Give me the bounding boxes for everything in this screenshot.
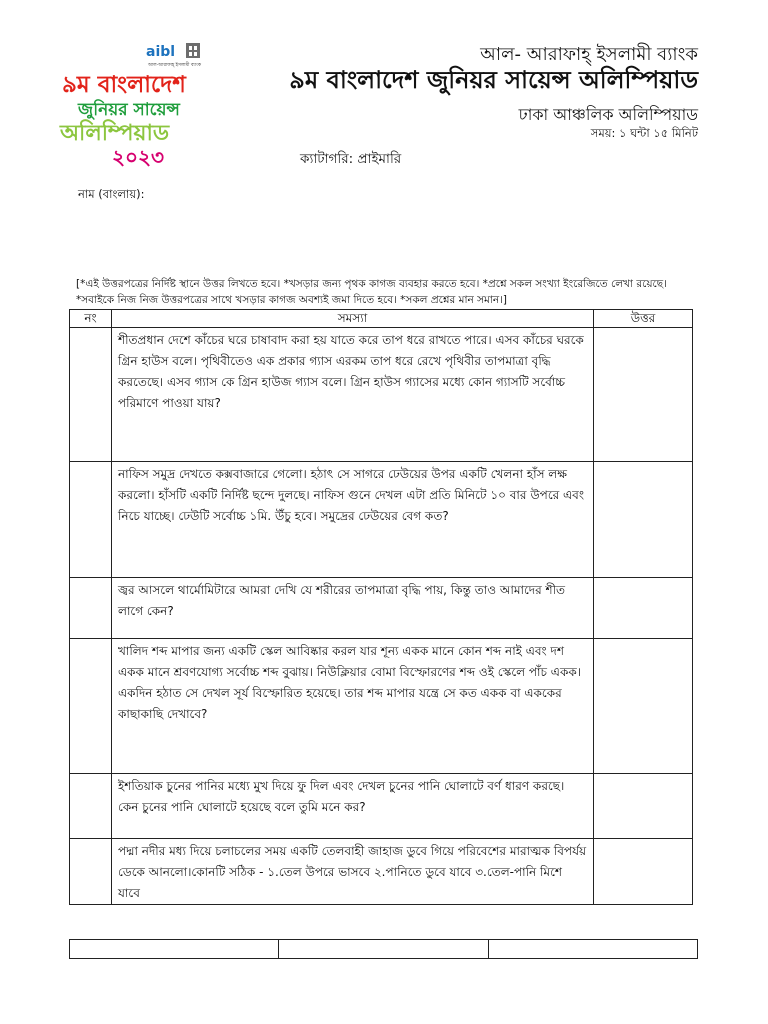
question-number-cell (70, 639, 112, 774)
question-text: নাফিস সমুদ্র দেখতে কক্সবাজারে গেলো। হঠাৎ সে সাগরে ঢেউয়ের উপর একটি খেলনা হাঁস লক্ষ করলো। হাঁসটি একটি নির্দিষ্ট ছন্দে দুলছে। নাফিস গুনে দেখল এটা প্রতি মিনিটে ১০ বার উপরে এবং নিচে যাচ্ছে। ঢেউটি সর্বোচ্চ ১মি. উঁচু হবে। সমুদ্রের ঢেউয়ের বেগ কত? (112, 462, 594, 578)
question-text: ইশতিয়াক চুনের পানির মধ্যে মুখ দিয়ে ফু দিল এবং দেখল চুনের পানি ঘোলাটে বর্ণ ধারণ করছে। কেন চুনের পানি ঘোলাটে হয়েছে বলে তুমি মনে কর? (112, 774, 594, 839)
question-number-cell (70, 578, 112, 639)
question-table (69, 309, 693, 905)
question-number-cell (70, 774, 112, 839)
header-answer: উত্তর (594, 310, 693, 328)
question-number-cell (70, 462, 112, 578)
olympiad-logo (56, 40, 216, 170)
footer-row (70, 940, 698, 959)
question-text: শীতপ্রধান দেশে কাঁচের ঘরে চাষাবাদ করা হয় যাতে করে তাপ ধরে রাখতে পারে। এসব কাঁচের ঘরকে গ্রিন হাউস বলে। পৃথিবীতেও এক প্রকার গ্যাস এরকম তাপ ধরে রেখে পৃথিবীর তাপমাত্রা বৃদ্ধি করতেছে। এসব গ্যাস কে গ্রিন হাউজ গ্যাস বলে। গ্রিন হাউস গ্যাসের মধ্যে কোন গ্যাসটি সর্বোচ্চ পরিমাণে পাওয়া যায়? (112, 328, 594, 462)
answer-cell[interactable] (594, 578, 693, 639)
question-text: পদ্মা নদীর মধ্য দিয়ে চলাচলের সময় একটি তেলবাহী জাহাজ ডুবে গিয়ে পরিবেশের মারাত্মক বিপর্যয় ডেকে আনলো।কোনটি সঠিক - ১.তেল উপরে ভাসবে ২.পানিতে ডুবে যাবে ৩.তেল-পানি মিশে যাবে (112, 839, 594, 905)
answer-cell[interactable] (594, 462, 693, 578)
footer-table (69, 939, 698, 959)
logo-line1: ৯ম বাংলাদেশ (62, 72, 186, 98)
table-header-row (70, 310, 693, 328)
logo-line2: জুনিয়র সায়েন্স (78, 100, 180, 120)
header-number: নং (70, 310, 112, 328)
logo-line3: অলিম্পিয়াড (60, 121, 170, 146)
answer-cell[interactable] (594, 639, 693, 774)
table-row (70, 462, 693, 578)
table-row (70, 639, 693, 774)
table-row (70, 328, 693, 462)
header-problem: সমস্যা (112, 310, 594, 328)
logo-year: ২০২৩ (112, 145, 165, 169)
answer-cell[interactable] (594, 839, 693, 905)
building-icon (186, 43, 200, 58)
footer-cell[interactable] (70, 940, 279, 959)
page-title: ৯ম বাংলাদেশ জুনিয়র সায়েন্স অলিম্পিয়াড (289, 66, 698, 94)
table-row (70, 774, 693, 839)
answer-cell[interactable] (594, 774, 693, 839)
question-number-cell (70, 839, 112, 905)
sponsor-name: আল- আরাফাহ্ ইসলামী ব্যাংক (480, 44, 698, 65)
instructions: [*এই উত্তরপত্রের নির্দিষ্ট স্থানে উত্তর লিখতে হবে। *খসড়ার জন্য পৃথক কাগজ ব্যবহার করতে হবে। *প্রশ্নে সকল সংখ্যা ইংরেজিতে লেখা রয়েছে। *সবাইকে নিজ নিজ উত্তরপত্রের সাথে খসড়ার কাগজ অবশ্যই জমা দিতে হবে। *সকল প্রশ্নের মান সমান।] (76, 278, 667, 306)
category-label: ক্যাটাগরি: প্রাইমারি (300, 151, 402, 167)
footer-cell[interactable] (279, 940, 488, 959)
table-row (70, 578, 693, 639)
footer-cell[interactable] (488, 940, 697, 959)
name-field-label: নাম (বাংলায়): (78, 187, 145, 201)
answer-cell[interactable] (594, 328, 693, 462)
logo-brand: aibl (146, 44, 176, 60)
question-text: খালিদ শব্দ মাপার জন্য একটি স্কেল আবিষ্কার করল যার শূন্য একক মানে কোন শব্দ নাই এবং দশ একক মানে শ্রবণযোগ্য সর্বোচ্চ শব্দ বুঝায়। নিউক্লিয়ার বোমা বিস্ফোরণের শব্দ ওই স্কেলে পাঁচ একক। একদিন হঠাত সে দেখল সূর্য বিস্ফোরিত হয়েছে। তার শব্দ মাপার যন্ত্রে সে কত একক বা এককের কাছাকাছি দেখাবে? (112, 639, 594, 774)
question-text: জ্বর আসলে থার্মোমিটারে আমরা দেখি যে শরীরের তাপমাত্রা বৃদ্ধি পায়, কিন্তু তাও আমাদের শীত লাগে কেন? (112, 578, 594, 639)
duration-label: সময়: ১ ঘন্টা ১৫ মিনিট (590, 126, 698, 140)
table-row (70, 839, 693, 905)
question-number-cell (70, 328, 112, 462)
regional-label: ঢাকা আঞ্চলিক অলিম্পিয়াড (518, 105, 698, 124)
logo-brand-tagline: আল-আরাফাহ্ ইসলামী ব্যাংক (148, 63, 202, 68)
